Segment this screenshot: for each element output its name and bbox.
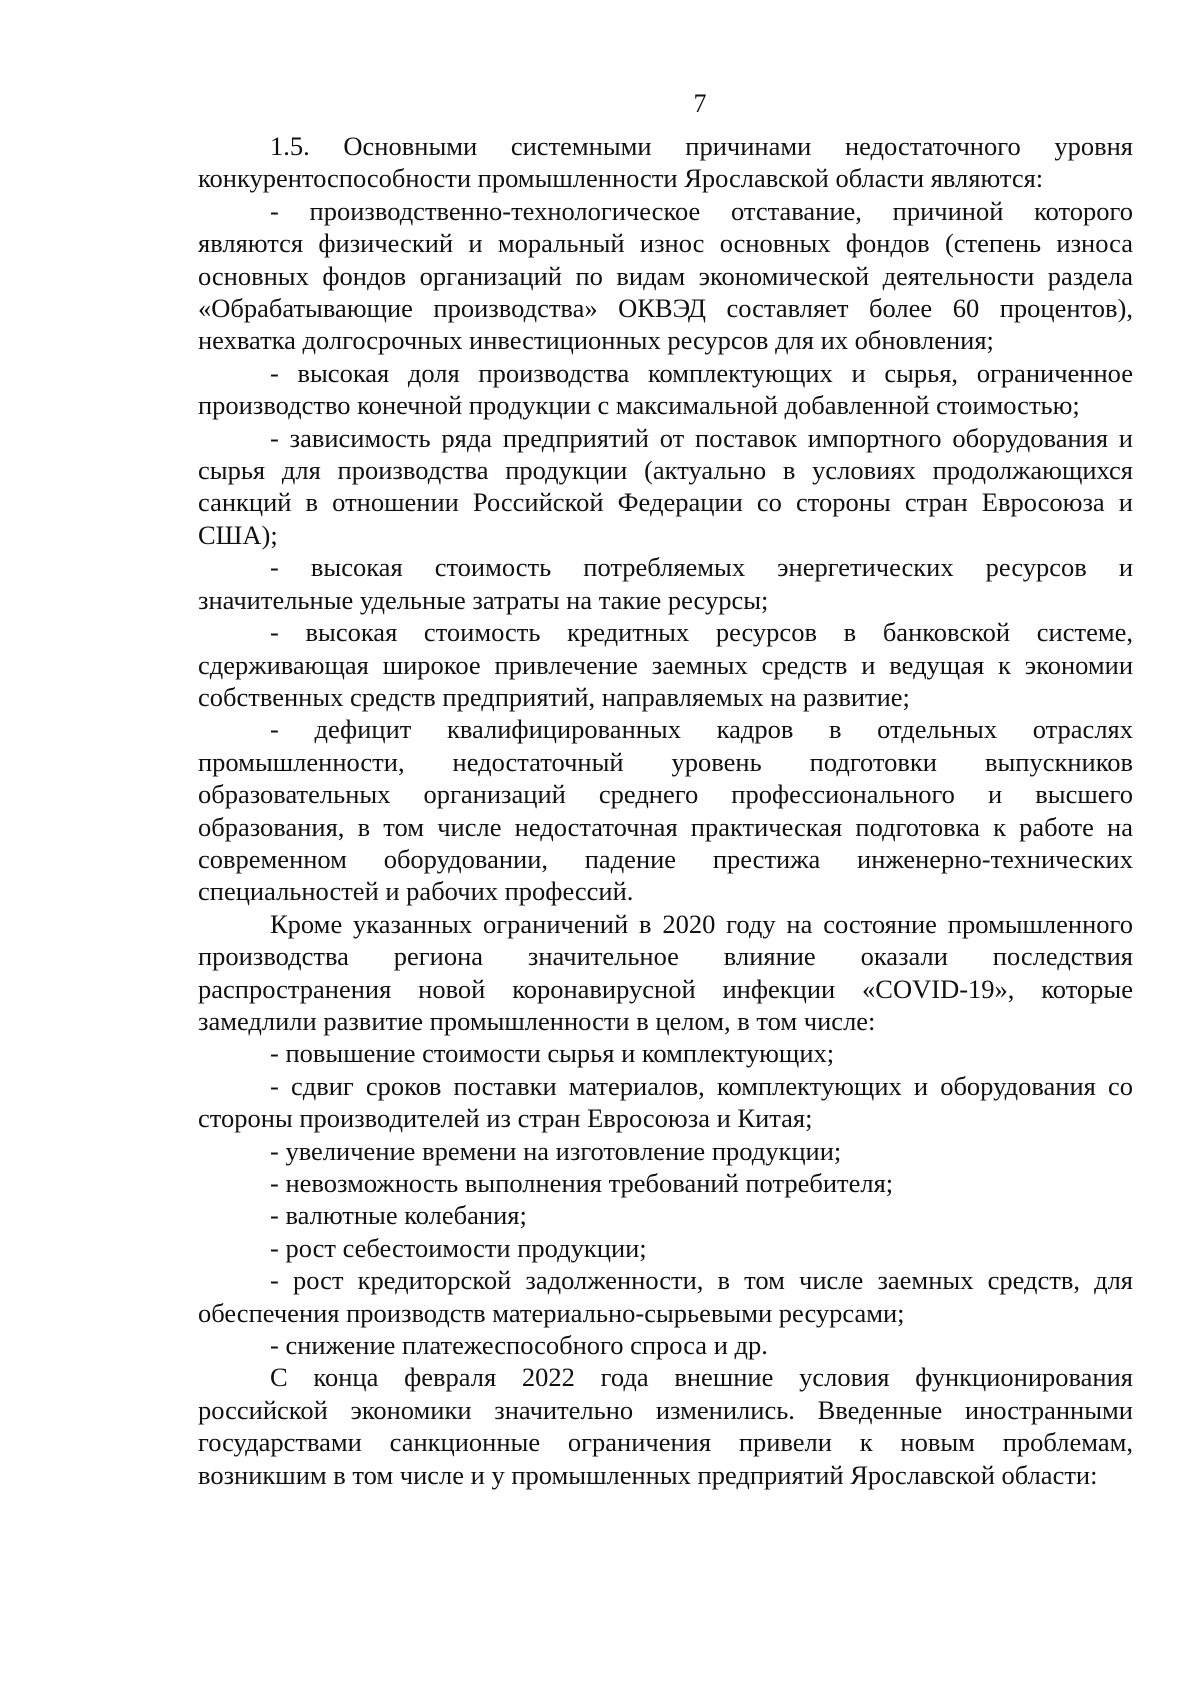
list-item: - производственно-технологическое отставание, причиной которого являются физический и моральный износ основных фондов (степень износа основных фондов организаций по видам экономической деятельности раздела «Обрабатывающие производства» ОКВЭД составляет более 60 процентов), нехватка долгосрочных инвестиционных ресурсов для их обновления; [198, 195, 1133, 356]
list-item: - сдвиг сроков поставки материалов, комплектующих и оборудования со стороны производителей из стран Евросоюза и Китая; [198, 1070, 1133, 1134]
list-item: - высокая стоимость кредитных ресурсов в банковской системе, сдерживающая широкое привлечение заемных средств и ведущая к экономии собственных средств предприятий, направляемых на развитие; [198, 617, 1133, 712]
paragraph-2022: С конца февраля 2022 года внешние условия функционирования российской экономики значительно изменились. Введенные иностранными государствами санкционные ограничения привели к новым проблемам, возникшим в том числе и у промышленных предприятий Ярославской области: [198, 1362, 1133, 1490]
list-item: - снижение платежеспособного спроса и др. [270, 1330, 768, 1361]
list-item: - увеличение времени на изготовление продукции; [270, 1135, 842, 1166]
list-item: - высокая доля производства комплектующих и сырья, ограниченное производство конечной продукции с максимальной добавленной стоимостью; [198, 357, 1133, 421]
list-item: - высокая стоимость потребляемых энергетических ресурсов и значительные удельные затраты на такие ресурсы; [198, 552, 1133, 615]
list-item: - зависимость ряда предприятий от поставок импортного оборудования и сырья для производства продукции (актуально в условиях продолжающихся санкций в отношении Российской Федерации со стороны стран Евросоюза и США); [198, 422, 1133, 550]
list-item: - рост себестоимости продукции; [270, 1232, 647, 1263]
page-number: 7 [693, 89, 707, 118]
body-text [198, 130, 1133, 1491]
list-item: - невозможность выполнения требований потребителя; [270, 1168, 894, 1198]
paragraph-1-5-intro: 1.5. Основными системными причинами недостаточного уровня конкурентоспособности промышленности Ярославской области являются: [198, 131, 1133, 194]
list-item: - повышение стоимости сырья и комплектующих; [270, 1038, 835, 1069]
list-item: - рост кредиторской задолженности, в том числе заемных средств, для обеспечения производств материально-сырьевыми ресурсами; [198, 1265, 1133, 1328]
list-item: - дефицит квалифицированных кадров в отдельных отраслях промышленности, недостаточный уровень подготовки выпускников образовательных организаций среднего профессионального и высшего образования, в том числе недостаточная практическая подготовка к работе на современном оборудовании, падение престижа инженерно-технических специальностей и рабочих профессий. [198, 714, 1133, 907]
list-item: - валютные колебания; [270, 1200, 527, 1231]
paragraph-covid: Кроме указанных ограничений в 2020 году на состояние промышленного производства региона значительное влияние оказали последствия распространения новой коронавирусной инфекции «COVID-19», которые замедлили развитие промышленности в целом, в том числе: [198, 908, 1133, 1036]
